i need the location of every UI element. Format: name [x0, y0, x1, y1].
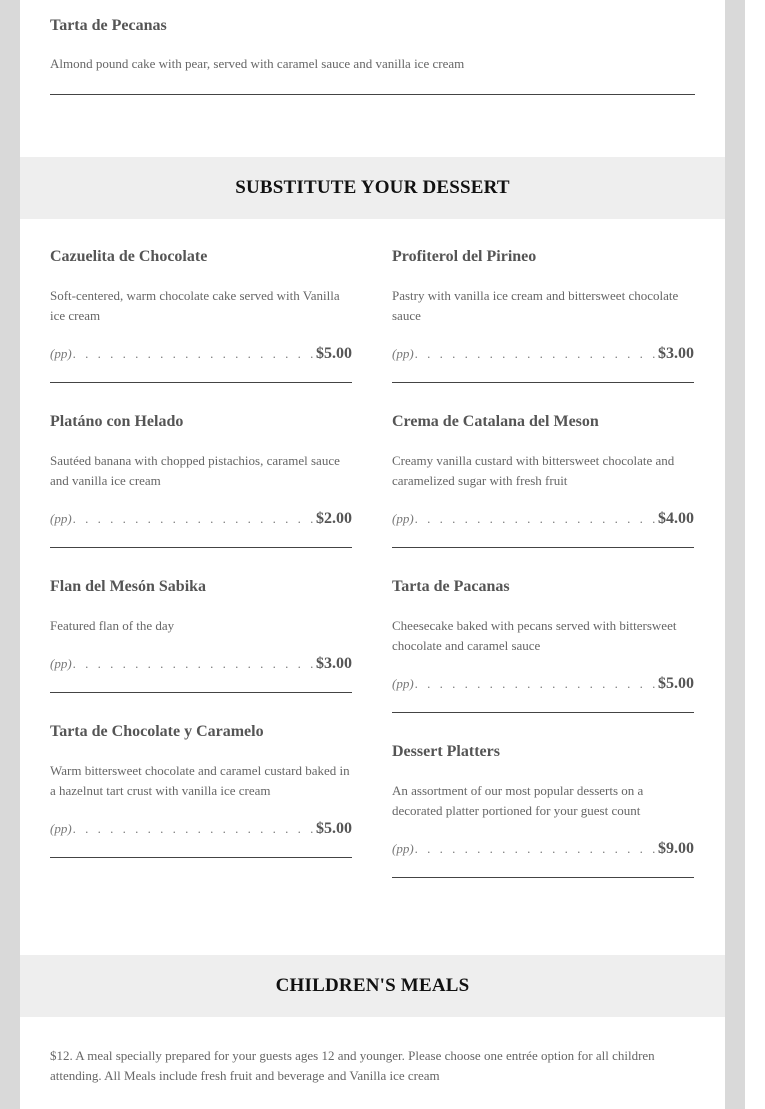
item-divider [50, 382, 352, 383]
menu-item [392, 577, 694, 713]
item-title: Crema de Catalana del Meson [392, 413, 599, 430]
price-row [392, 675, 694, 693]
menu-page [20, 0, 725, 1109]
menu-item [50, 412, 352, 548]
dot-leader [73, 821, 315, 837]
item-title: Cazuelita de Chocolate [50, 248, 208, 265]
price-unit: (pp) [50, 821, 72, 836]
menu-column-left [50, 247, 352, 887]
menu-item-top [50, 16, 695, 95]
item-divider [50, 94, 695, 95]
page-right-margin [745, 0, 765, 1109]
menu-item [50, 722, 352, 858]
item-price: $2.00 [316, 510, 352, 527]
price-row [392, 345, 694, 363]
dot-leader [73, 346, 315, 362]
dot-leader [73, 511, 315, 527]
item-title: Tarta de Pacanas [392, 578, 510, 595]
menu-item [392, 742, 694, 878]
price-unit: (pp) [50, 346, 72, 361]
section-header-children [20, 955, 725, 1017]
menu-item [50, 247, 352, 383]
item-description: Featured flan of the day [50, 618, 175, 633]
item-price: $9.00 [658, 840, 694, 857]
item-description: Creamy vanilla custard with bittersweet chocolate and caramelized sugar with fresh fruit [392, 453, 675, 488]
item-divider [50, 692, 352, 693]
menu-column-right [392, 247, 694, 907]
item-title: Flan del Mesón Sabika [50, 578, 207, 595]
item-price: $4.00 [658, 510, 694, 527]
price-unit: (pp) [392, 346, 414, 361]
dot-leader [415, 676, 657, 692]
price-unit: (pp) [50, 511, 72, 526]
item-divider [50, 857, 352, 858]
price-row [50, 820, 352, 838]
price-unit: (pp) [392, 676, 414, 691]
item-title: Tarta de Chocolate y Caramelo [50, 723, 264, 740]
item-price: $5.00 [316, 345, 352, 362]
price-unit: (pp) [50, 656, 72, 671]
item-title: Dessert Platters [392, 743, 500, 760]
item-description: Sautéed banana with chopped pistachios, caramel sauce and vanilla ice cream [50, 453, 340, 488]
item-description: Warm bittersweet chocolate and caramel custard baked in a hazelnut tart crust with vanilla ice cream [50, 763, 350, 798]
price-row [50, 345, 352, 363]
price-row [50, 655, 352, 673]
price-row [392, 510, 694, 528]
item-price: $5.00 [658, 675, 694, 692]
children-meal-description: $12. A meal specially prepared for your guests ages 12 and younger. Please choose one entrée option for all children attending. All Meals include fresh fruit and beverage and Vanilla ice cream [50, 1048, 655, 1083]
item-price: $5.00 [316, 820, 352, 837]
item-description: Pastry with vanilla ice cream and bittersweet chocolate sauce [392, 288, 679, 323]
item-description: Almond pound cake with pear, served with caramel sauce and vanilla ice cream [50, 56, 465, 71]
dot-leader [73, 656, 315, 672]
item-divider [392, 712, 694, 713]
dot-leader [415, 841, 657, 857]
item-title: Platáno con Helado [50, 413, 184, 430]
section-title: CHILDREN'S MEALS [275, 975, 470, 996]
item-divider [50, 547, 352, 548]
item-title: Tarta de Pecanas [50, 17, 167, 34]
item-price: $3.00 [316, 655, 352, 672]
item-divider [392, 382, 694, 383]
price-row [392, 840, 694, 858]
item-description: Cheesecake baked with pecans served with bittersweet chocolate and caramel sauce [392, 618, 677, 653]
item-price: $3.00 [658, 345, 694, 362]
dot-leader [415, 511, 657, 527]
menu-item [50, 577, 352, 693]
dot-leader [415, 346, 657, 362]
item-divider [392, 547, 694, 548]
section-title: SUBSTITUTE YOUR DESSERT [235, 177, 510, 198]
item-description: Soft-centered, warm chocolate cake served with Vanilla ice cream [50, 288, 340, 323]
item-title: Profiterol del Pirineo [392, 248, 537, 265]
item-divider [392, 877, 694, 878]
price-unit: (pp) [392, 511, 414, 526]
price-row [50, 510, 352, 528]
menu-item [392, 247, 694, 383]
item-description: An assortment of our most popular desserts on a decorated platter portioned for your guest count [392, 783, 644, 818]
section-header-substitute [20, 157, 725, 219]
menu-item [392, 412, 694, 548]
price-unit: (pp) [392, 841, 414, 856]
